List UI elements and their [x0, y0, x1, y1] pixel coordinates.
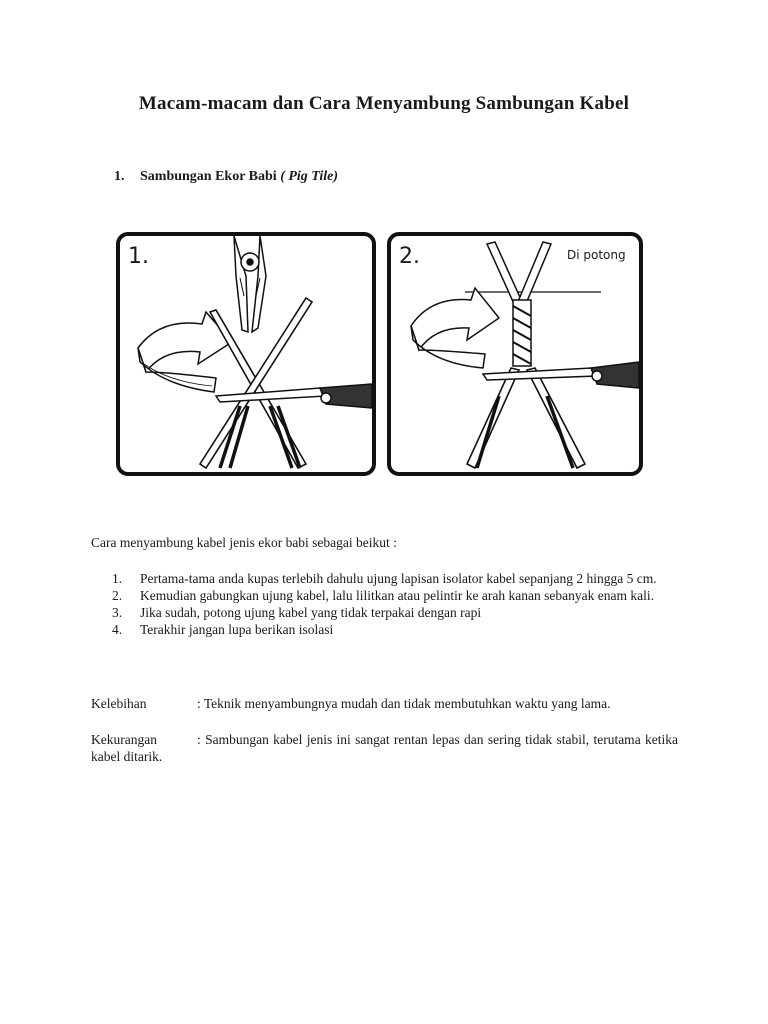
list-text: Pertama-tama anda kupas terlebih dahulu ujung lapisan isolator kabel sepanjang 2 hingga 5 cm.: [140, 571, 657, 586]
wires-lower: [467, 368, 585, 468]
section-heading: [114, 169, 338, 185]
pliers-icon: [234, 236, 266, 332]
wire-tips: [487, 242, 551, 306]
advantage-text: : Teknik menyambungnya mudah dan tidak membutuhkan waktu yang lama.: [197, 696, 611, 711]
twist-arrow-icon: [411, 288, 499, 368]
list-number: 3.: [112, 605, 123, 620]
section-heading-text: Sambungan Ekor Babi: [140, 169, 277, 184]
page-title: Macam-macam dan Cara Menyambung Sambungan Kabel: [138, 93, 630, 114]
illustration-panel-2: [387, 232, 643, 476]
cut-label: Di potong: [567, 248, 626, 262]
disadvantage-label: Kekurangan: [91, 732, 157, 747]
disadvantage-row: [91, 731, 678, 765]
disadvantage-text: : Sambungan kabel jenis ini sangat rentan lepas dan sering tidak stabil, terutama ketika kabel ditarik.: [91, 732, 678, 764]
list-text: Kemudian gabungkan ujung kabel, lalu lilitkan atau pelintir ke arah kanan sebanyak enam kali.: [140, 588, 654, 603]
list-item: [91, 570, 678, 587]
list-text: Jika sudah, potong ujung kabel yang tidak terpakai dengan rapi: [140, 605, 482, 620]
list-item: [91, 621, 678, 638]
list-text: Terakhir jangan lupa berikan isolasi: [140, 622, 334, 637]
advantage-row: [91, 695, 678, 712]
panel-1-number: 1.: [128, 244, 149, 269]
steps-list: [91, 570, 678, 638]
list-number: 1.: [112, 571, 123, 586]
list-item: [91, 587, 678, 604]
advantage-label: Kelebihan: [91, 696, 147, 711]
illustration-panel-1: [116, 232, 376, 476]
panel-2-drawing: [391, 236, 639, 472]
section-heading-italic: ( Pig Tile): [280, 169, 338, 184]
twisted-wire: [513, 300, 531, 366]
list-item: [91, 604, 678, 621]
panel-2-number: 2.: [399, 244, 420, 269]
section-number: 1.: [114, 169, 125, 184]
list-number: 2.: [112, 588, 123, 603]
list-number: 4.: [112, 622, 123, 637]
panel-1-drawing: [120, 236, 372, 472]
intro-text: Cara menyambung kabel jenis ekor babi sebagai beikut :: [91, 535, 397, 550]
